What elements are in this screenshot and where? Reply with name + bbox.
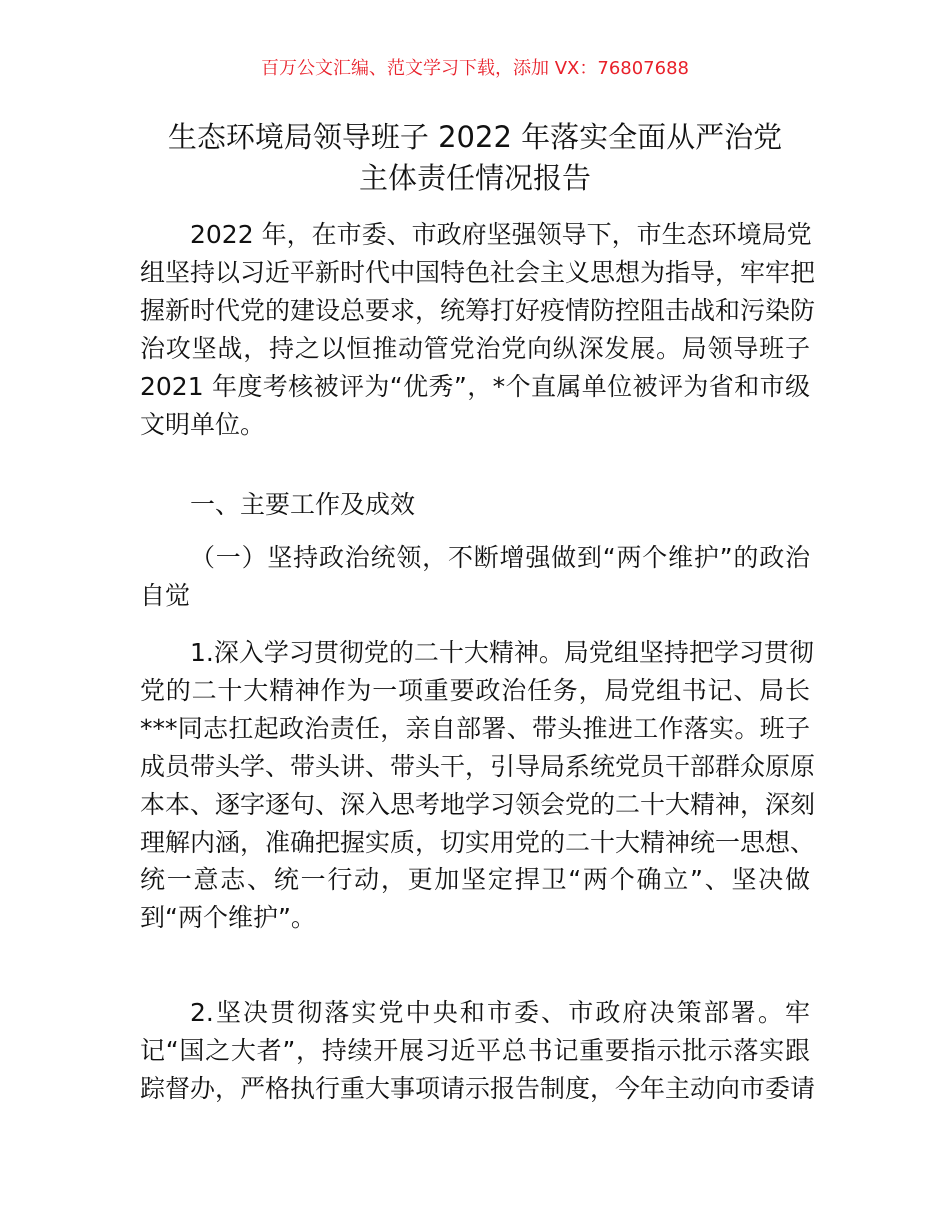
text-line: 2.坚决贯彻落实党中央和市委、市政府决策部署。牢 [190, 998, 810, 1027]
text-line: 1.深入学习贯彻党的二十大精神。局党组坚持把学习贯彻 [190, 638, 814, 667]
text-line: 2021 年度考核被评为“优秀”，*个直属单位被评为省和市级 [140, 371, 810, 401]
text-line: 记“国之大者”，持续开展习近平总书记重要指示批示落实跟 [140, 1035, 810, 1065]
text-line: （一）坚持政治统领，不断增强做到“两个维护”的政治 [190, 543, 810, 572]
text-line: 成员带头学、带头讲、带头干，引导局系统党员干部群众原原 [140, 751, 816, 781]
text-line: 自觉 [140, 580, 191, 610]
text-line: 2022 年，在市委、市政府坚强领导下，市生态环境局党 [190, 220, 812, 249]
text-line: 握新时代党的建设总要求，统筹打好疫情防控阻击战和污染防 [140, 295, 816, 325]
text-line: 文明单位。 [140, 409, 266, 439]
text-line: 一、主要工作及成效 [190, 490, 416, 519]
text-line: 到“两个维护”。 [140, 903, 316, 933]
text-line: 治攻坚战，持之以恒推动管党治党向纵深发展。局领导班子 [140, 333, 810, 363]
text-line: 理解内涵，准确把握实质，切实用党的二十大精神统一思想、 [140, 827, 816, 857]
text-line: 踪督办，严格执行重大事项请示报告制度，今年主动向市委请 [140, 1073, 816, 1103]
watermark-header: 百万公文汇编、范文学习下载，添加 VX：76807688 [261, 58, 689, 79]
document-title-line-1: 生态环境局领导班子 2022 年落实全面从严治党 [167, 120, 783, 154]
text-line: 本本、逐字逐句、深入思考地学习领会党的二十大精神，深刻 [140, 789, 816, 819]
text-line: ***同志扛起政治责任，亲自部署、带头推进工作落实。班子 [140, 713, 810, 743]
text-line: 组坚持以习近平新时代中国特色社会主义思想为指导，牢牢把 [140, 257, 816, 287]
text-line: 党的二十大精神作为一项重要政治任务，局党组书记、局长 [140, 675, 810, 705]
document-title-line-2: 主体责任情况报告 [358, 161, 591, 195]
text-line: 统一意志、统一行动，更加坚定捍卫“两个确立”、坚决做 [140, 865, 810, 895]
